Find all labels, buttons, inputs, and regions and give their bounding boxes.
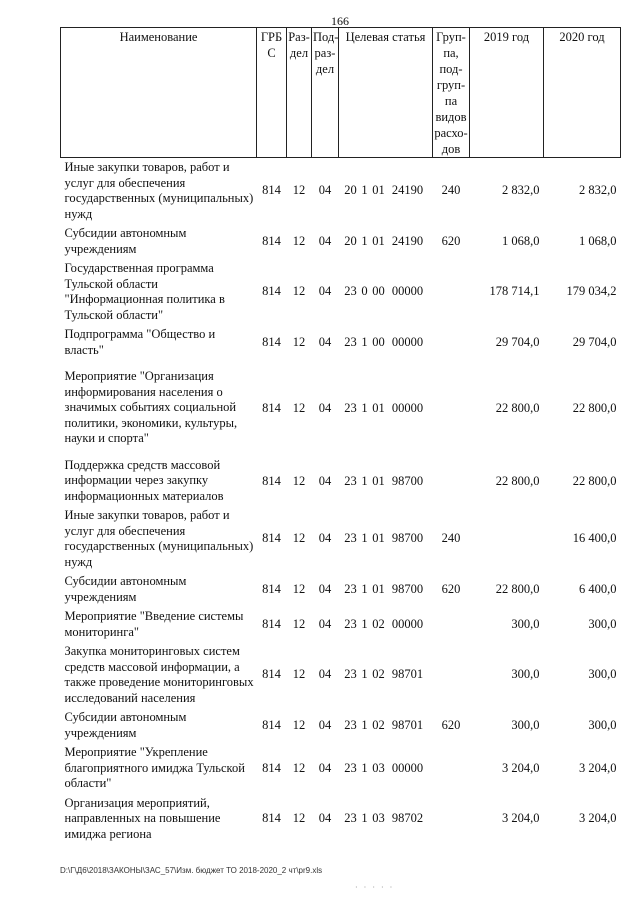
cs-direction: 00000: [391, 616, 424, 631]
row-razdel: 12: [292, 284, 306, 299]
row-2019: 300,0: [511, 667, 540, 682]
cs-direction: 98702: [391, 811, 424, 825]
row-razdel: 12: [292, 616, 306, 631]
table-row: [61, 607, 621, 642]
row-celevaya: [339, 259, 433, 325]
cs-direction: 98700: [391, 581, 424, 596]
row-2019: 2 832,0: [502, 183, 540, 198]
cs-subprogram: 0: [361, 284, 368, 299]
row-name: Закупка мониторинговых систем средств массовой информации, а также проведение мониторинговых исследований населения: [64, 644, 254, 705]
row-2020: 300,0: [588, 667, 617, 682]
row-2019: 3 204,0: [502, 760, 540, 775]
row-razdel: 12: [292, 334, 306, 349]
cs-subprogram: 1: [361, 183, 368, 198]
footer-dots: · · · · ·: [355, 883, 395, 892]
row-name: Мероприятие "Укрепление благоприятного имиджа Тульской области": [64, 745, 245, 790]
cs-program: 23: [344, 717, 357, 732]
row-2019: 3 204,0: [502, 811, 540, 825]
cs-subprogram: 1: [361, 667, 368, 682]
table-row: [61, 743, 621, 794]
cs-subprogram: 1: [361, 474, 368, 488]
row-celevaya: [339, 158, 433, 225]
row-podrazdel: 04: [318, 760, 332, 775]
cs-direction: 98700: [391, 531, 424, 546]
cs-direction: 00000: [391, 401, 424, 415]
cs-direction: 98701: [391, 667, 424, 682]
row-razdel: 12: [292, 531, 306, 546]
cs-direction: 98701: [391, 717, 424, 732]
row-name: Поддержка средств массовой информации через закупку информационных материалов: [64, 457, 224, 503]
cs-event: 01: [372, 581, 385, 596]
cs-program: 23: [344, 667, 357, 682]
cs-subprogram: 1: [361, 760, 368, 775]
row-2020: 300,0: [588, 717, 617, 732]
table-row: [61, 259, 621, 325]
row-2019: 22 800,0: [495, 474, 540, 488]
row-gruppa: [433, 794, 470, 845]
cs-direction: 00000: [391, 284, 424, 299]
row-podrazdel: 04: [318, 811, 332, 825]
header-2020: 2020 год: [544, 28, 621, 158]
cs-program: 23: [344, 334, 357, 349]
row-grbs: 814: [262, 811, 281, 825]
row-grbs: 814: [262, 334, 281, 349]
row-grbs: 814: [262, 760, 281, 775]
cs-event: 02: [372, 667, 385, 682]
row-celevaya: [339, 506, 433, 572]
cs-direction: 24190: [391, 183, 424, 198]
row-grbs: 814: [262, 284, 281, 299]
cs-direction: 00000: [391, 760, 424, 775]
row-2019: [470, 506, 544, 572]
table-row: [61, 708, 621, 743]
row-podrazdel: 04: [318, 581, 332, 596]
cs-program: 23: [344, 760, 357, 775]
table-row: [61, 360, 621, 449]
cs-subprogram: 1: [361, 616, 368, 631]
row-podrazdel: 04: [318, 717, 332, 732]
header-grbs: ГРБ С: [257, 28, 287, 158]
row-gruppa: 620: [441, 581, 461, 596]
footer-file-path: D:\Г\Д6\2018\ЗАКОНЫ\ЗАС_57\Изм. бюджет ТО 2018-2020_2 чт\pr9.xls: [60, 866, 323, 875]
cs-event: 03: [372, 811, 385, 825]
row-razdel: 12: [292, 581, 306, 596]
row-gruppa: 240: [441, 183, 461, 198]
row-gruppa: [433, 325, 470, 360]
row-razdel: 12: [292, 183, 306, 198]
row-razdel: 12: [292, 401, 306, 415]
table-row: [61, 224, 621, 259]
row-celevaya: [339, 794, 433, 845]
row-grbs: 814: [262, 401, 281, 415]
cs-direction: 98700: [391, 474, 424, 488]
row-grbs: 814: [262, 474, 281, 488]
header-gruppa: Груп-па, под-груп-па видов расхо-дов: [433, 28, 470, 158]
cs-subprogram: 1: [361, 811, 368, 825]
header-celevaya: Целевая статья: [339, 28, 433, 158]
row-gruppa: [433, 449, 470, 507]
row-grbs: 814: [262, 233, 281, 248]
cs-direction: 24190: [391, 233, 424, 248]
table-row: [61, 572, 621, 607]
cs-event: 01: [372, 531, 385, 546]
cs-event: 01: [372, 183, 385, 198]
row-gruppa: 240: [441, 531, 461, 546]
cs-event: 01: [372, 474, 385, 488]
row-gruppa: 620: [441, 717, 461, 732]
row-podrazdel: 04: [318, 616, 332, 631]
row-2019: 300,0: [511, 616, 540, 631]
row-name: Подпрограмма "Общество и власть": [64, 327, 216, 357]
row-celevaya: [339, 743, 433, 794]
cs-event: 00: [372, 284, 385, 299]
page-number: 166: [331, 14, 349, 28]
cs-subprogram: 1: [361, 334, 368, 349]
row-name: Государственная программа Тульской области "Информационная политика в Тульской области": [64, 261, 225, 322]
row-podrazdel: 04: [318, 334, 332, 349]
header-name: Наименование: [61, 28, 257, 158]
budget-table: [60, 27, 621, 844]
row-gruppa: [433, 743, 470, 794]
row-podrazdel: 04: [318, 531, 332, 546]
row-razdel: 12: [292, 233, 306, 248]
row-celevaya: [339, 642, 433, 708]
row-name: Субсидии автономным учреждениям: [64, 226, 187, 256]
row-grbs: 814: [262, 717, 281, 732]
row-2020: 3 204,0: [579, 811, 617, 825]
row-podrazdel: 04: [318, 474, 332, 488]
row-2020: 22 800,0: [572, 401, 617, 415]
row-2019: 22 800,0: [495, 581, 540, 596]
cs-event: 00: [372, 334, 385, 349]
row-gruppa: [433, 642, 470, 708]
cs-event: 01: [372, 401, 385, 415]
row-2019: 178 714,1: [489, 284, 540, 299]
row-grbs: 814: [262, 616, 281, 631]
cs-program: 23: [344, 474, 357, 488]
row-celevaya: [339, 607, 433, 642]
row-podrazdel: 04: [318, 233, 332, 248]
table-row: [61, 449, 621, 507]
cs-subprogram: 1: [361, 531, 368, 546]
row-name: Иные закупки товаров, работ и услуг для обеспечения государственных (муниципальных) нужд: [64, 160, 254, 221]
row-grbs: 814: [262, 581, 281, 596]
table-row: [61, 325, 621, 360]
header-podrazdel: Под-раз-дел: [312, 28, 339, 158]
cs-program: 23: [344, 531, 357, 546]
cs-event: 02: [372, 616, 385, 631]
row-2019: 300,0: [511, 717, 540, 732]
header-razdel: Раз-дел: [287, 28, 312, 158]
cs-event: 03: [372, 760, 385, 775]
row-gruppa: [433, 607, 470, 642]
row-2020: 16 400,0: [572, 531, 617, 546]
row-2020: 3 204,0: [579, 760, 617, 775]
row-celevaya: [339, 360, 433, 449]
table-header-row: [61, 28, 621, 158]
row-2020: 179 034,2: [566, 284, 617, 299]
row-razdel: 12: [292, 717, 306, 732]
cs-event: 01: [372, 233, 385, 248]
cs-program: 23: [344, 616, 357, 631]
table-row: [61, 158, 621, 225]
table-row: [61, 794, 621, 845]
cs-direction: 00000: [391, 334, 424, 349]
cs-event: 02: [372, 717, 385, 732]
cs-subprogram: 1: [361, 233, 368, 248]
row-celevaya: [339, 224, 433, 259]
cs-program: 23: [344, 284, 357, 299]
row-razdel: 12: [292, 667, 306, 682]
row-gruppa: 620: [441, 233, 461, 248]
row-celevaya: [339, 708, 433, 743]
row-grbs: 814: [262, 667, 281, 682]
row-celevaya: [339, 449, 433, 507]
cs-program: 20: [344, 233, 357, 248]
row-razdel: 12: [292, 760, 306, 775]
row-gruppa: [433, 360, 470, 449]
row-2020: 29 704,0: [572, 334, 617, 349]
cs-program: 23: [344, 811, 357, 825]
row-grbs: 814: [262, 183, 281, 198]
table-row: [61, 642, 621, 708]
row-2020: 1 068,0: [579, 233, 617, 248]
row-podrazdel: 04: [318, 667, 332, 682]
row-2019: 22 800,0: [495, 401, 540, 415]
row-grbs: 814: [262, 531, 281, 546]
row-celevaya: [339, 572, 433, 607]
row-name: Субсидии автономным учреждениям: [64, 574, 187, 604]
row-2020: 2 832,0: [579, 183, 617, 198]
row-celevaya: [339, 325, 433, 360]
row-2020: 6 400,0: [579, 581, 617, 596]
row-2020: 22 800,0: [572, 474, 617, 488]
row-podrazdel: 04: [318, 401, 332, 415]
row-name: Мероприятие "Организация информирования населения о значимых событиях социальной политики, экономики, культуры, науки и спорта": [64, 369, 238, 445]
row-razdel: 12: [292, 811, 306, 825]
row-gruppa: [433, 259, 470, 325]
table-row: [61, 506, 621, 572]
row-name: Организация мероприятий, направленных на повышение имиджа региона: [64, 795, 221, 841]
row-name: Мероприятие "Введение системы мониторинга": [64, 609, 244, 639]
row-podrazdel: 04: [318, 183, 332, 198]
row-2019: 1 068,0: [502, 233, 540, 248]
row-podrazdel: 04: [318, 284, 332, 299]
cs-program: 20: [344, 183, 357, 198]
cs-subprogram: 1: [361, 401, 368, 415]
row-2020: 300,0: [588, 616, 617, 631]
row-name: Субсидии автономным учреждениям: [64, 710, 187, 740]
cs-program: 23: [344, 581, 357, 596]
header-2019: 2019 год: [470, 28, 544, 158]
row-name: Иные закупки товаров, работ и услуг для обеспечения государственных (муниципальных) нужд: [64, 508, 254, 569]
row-2019: 29 704,0: [495, 334, 540, 349]
cs-subprogram: 1: [361, 717, 368, 732]
cs-program: 23: [344, 401, 357, 415]
cs-subprogram: 1: [361, 581, 368, 596]
row-razdel: 12: [292, 474, 306, 488]
